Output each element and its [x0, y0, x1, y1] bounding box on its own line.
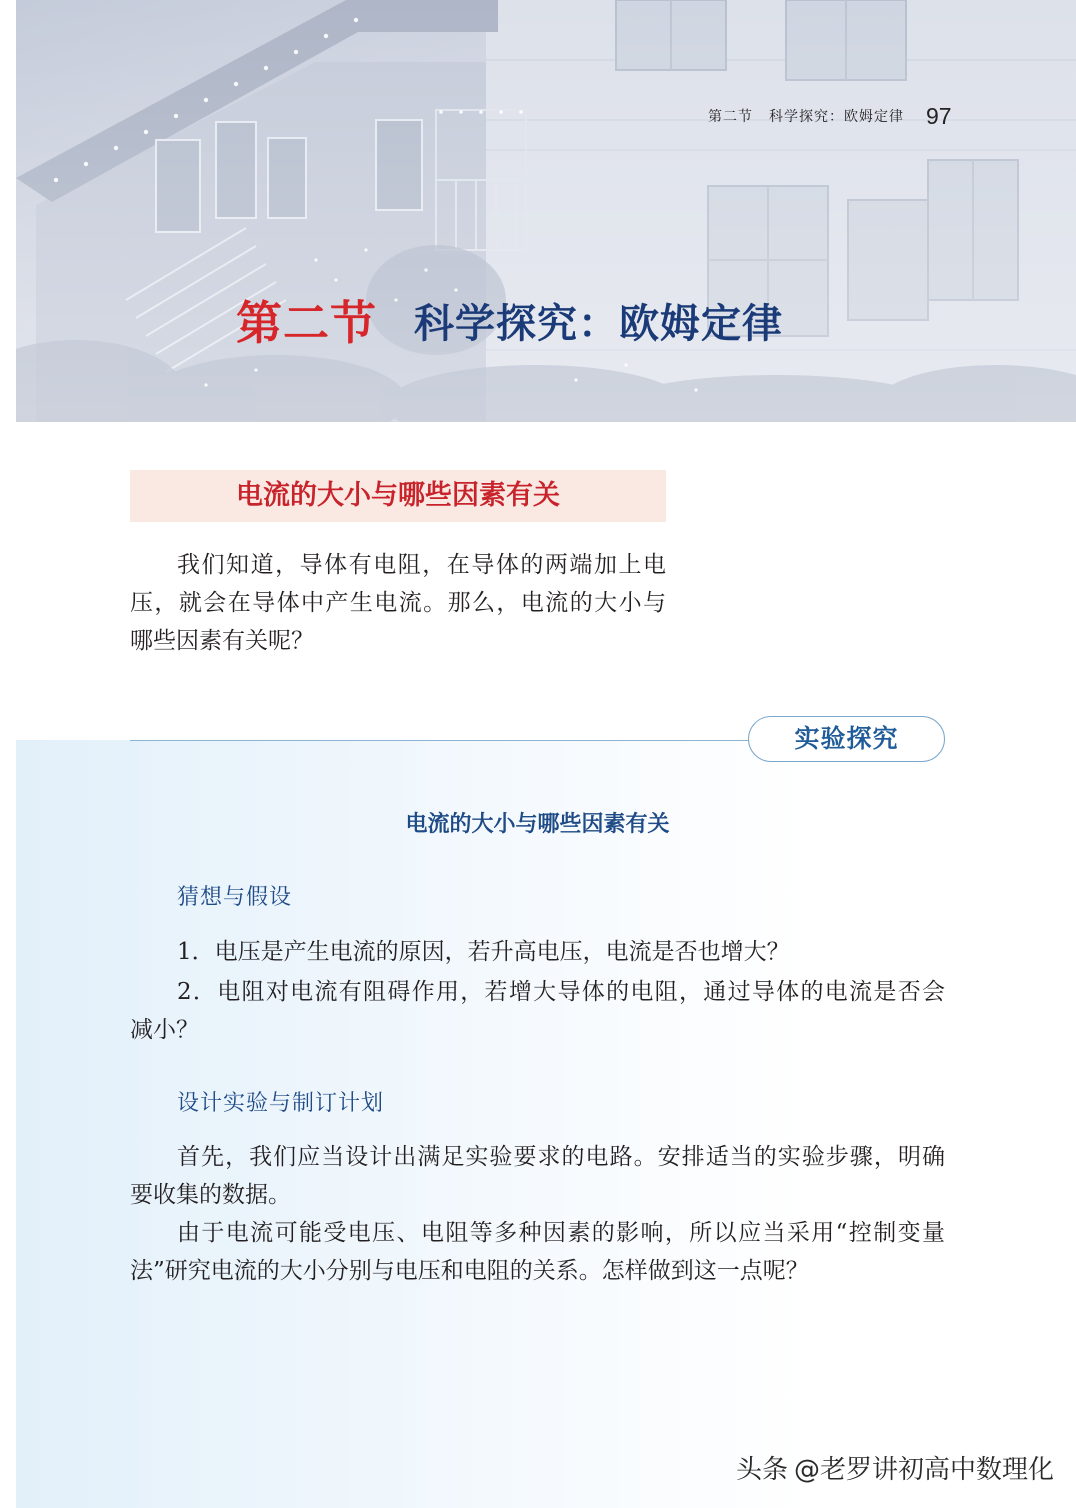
paragraph-line: 法”研究电流的大小分别与电压和电阻的关系。怎样做到这一点呢？ — [130, 1258, 809, 1284]
intro-heading: 电流的大小与哪些因素有关 — [236, 480, 560, 511]
experiment-background — [16, 740, 1076, 1508]
experiment-badge — [748, 716, 945, 762]
paragraph-line: 哪些因素有关呢？ — [130, 628, 314, 654]
header-photo-illustration — [16, 0, 1076, 422]
paragraph-line: 首先，我们应当设计出满足实验要求的电路。安排适当的实验步骤，明确 — [177, 1144, 945, 1170]
header-photo — [16, 0, 1076, 422]
paragraph-line: 要收集的数据。 — [130, 1182, 291, 1208]
experiment-title: 电流的大小与哪些因素有关 — [405, 812, 670, 837]
running-header-title: 科学探究：欧姆定律 — [769, 109, 904, 125]
watermark-account: @老罗讲初高中数理化 — [793, 1455, 1054, 1485]
chapter-section-label: 第二节 — [236, 296, 377, 350]
experiment-badge-label: 实验探究 — [794, 724, 899, 753]
paragraph-line: 1．电压是产生电流的原因，若升高电压，电流是否也增大？ — [177, 939, 790, 965]
intro-paragraph — [130, 546, 666, 660]
paragraph-line: 2．电阻对电流有阻碍作用，若增大导体的电阻，通过导体的电流是否会 — [177, 979, 945, 1005]
header-ground-fade — [16, 0, 1076, 422]
running-header-section: 第二节 — [708, 109, 753, 125]
paragraph-line: 减小？ — [130, 1017, 199, 1043]
intro-heading-box — [130, 470, 666, 522]
paragraph-line: 由于电流可能受电压、电阻等多种因素的影响，所以应当采用“控制变量 — [177, 1220, 945, 1246]
watermark — [736, 1452, 1054, 1488]
hypothesis-heading: 猜想与假设 — [177, 885, 293, 910]
chapter-title: 科学探究：欧姆定律 — [414, 301, 783, 347]
page-number: 97 — [926, 102, 952, 129]
design-paragraph — [130, 1138, 945, 1214]
running-header — [708, 101, 952, 131]
design-paragraph — [130, 1214, 945, 1290]
hypothesis-item — [130, 973, 945, 1049]
section-divider — [130, 740, 750, 741]
hypothesis-item — [130, 933, 945, 971]
watermark-platform: 头条 — [735, 1455, 788, 1485]
paragraph-line: 压，就会在导体中产生电流。那么，电流的大小与 — [130, 590, 666, 616]
paragraph-line: 我们知道，导体有电阻，在导体的两端加上电 — [177, 552, 666, 578]
design-heading: 设计实验与制订计划 — [177, 1091, 385, 1116]
